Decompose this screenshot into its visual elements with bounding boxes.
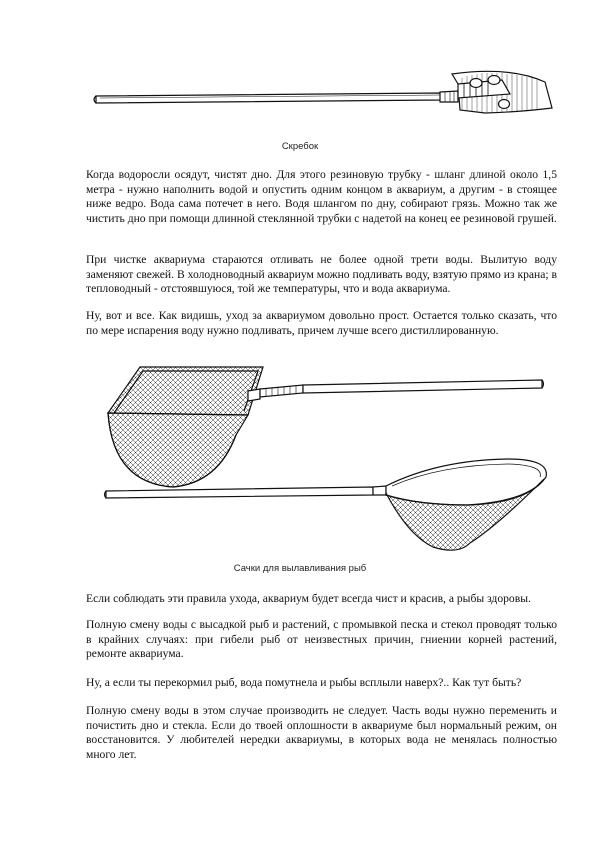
- paragraph-4: Если соблюдать эти правила ухода, аквариум будет всегда чист и красив, а рыбы здоровы.: [86, 592, 531, 605]
- scraper-caption: Скребок: [281, 141, 319, 152]
- scraper-illustration: [90, 68, 560, 124]
- paragraph-3: Ну, вот и все. Как видишь, уход за аквариумом довольно прост. Остается только сказать, что по мере испарения воду нужно подливать, причем лучше всего дистиллированную.: [86, 309, 557, 337]
- paragraph-5: Полную смену воды с высадкой рыб и растений, с промывкой песка и стекол проводят только в крайних случаях: при гибели рыб от неизвестных причин, гниении корней растений, ремонте аквариума.: [86, 618, 557, 661]
- nets-caption: Сачки для вылавливания рыб: [233, 563, 367, 574]
- paragraph-7: Полную смену воды в этом случае производить не следует. Часть воды нужно переменить и почистить дно и стекла. Если до твоей оплошности в аквариуме был нормальный режим, он восстановится. У любителей нередки аквариумы, в которых вода не менялась полностью много лет.: [86, 704, 557, 761]
- paragraph-2: При чистке аквариума стараются отливать не более одной трети воды. Вылитую воду заменяют свежей. В холодноводный аквариум можно подливать воду, взятую прямо из крана; в тепловодный - отстоявшуюся, той же температуры, что и вода аквариума.: [86, 253, 557, 296]
- paragraph-6: Ну, а если ты перекормил рыб, вода помутнела и рыбы всплыли наверх?.. Как тут быть?: [86, 676, 522, 689]
- paragraph-1: Когда водоросли осядут, чистят дно. Для этого резиновую трубку - шланг длиной около 1,5 метра - нужно наполнить водой и опустить одним концом в аквариум, а другим - в стоящее ниже ведро. Вода сама потечет в него. Водя шлангом по дну, собирают грязь. Можно так же чистить дно при помощи длинной стеклянной трубки с надетой на конец ее резиновой грушей.: [86, 168, 557, 225]
- fish-nets-illustration: [88, 355, 553, 560]
